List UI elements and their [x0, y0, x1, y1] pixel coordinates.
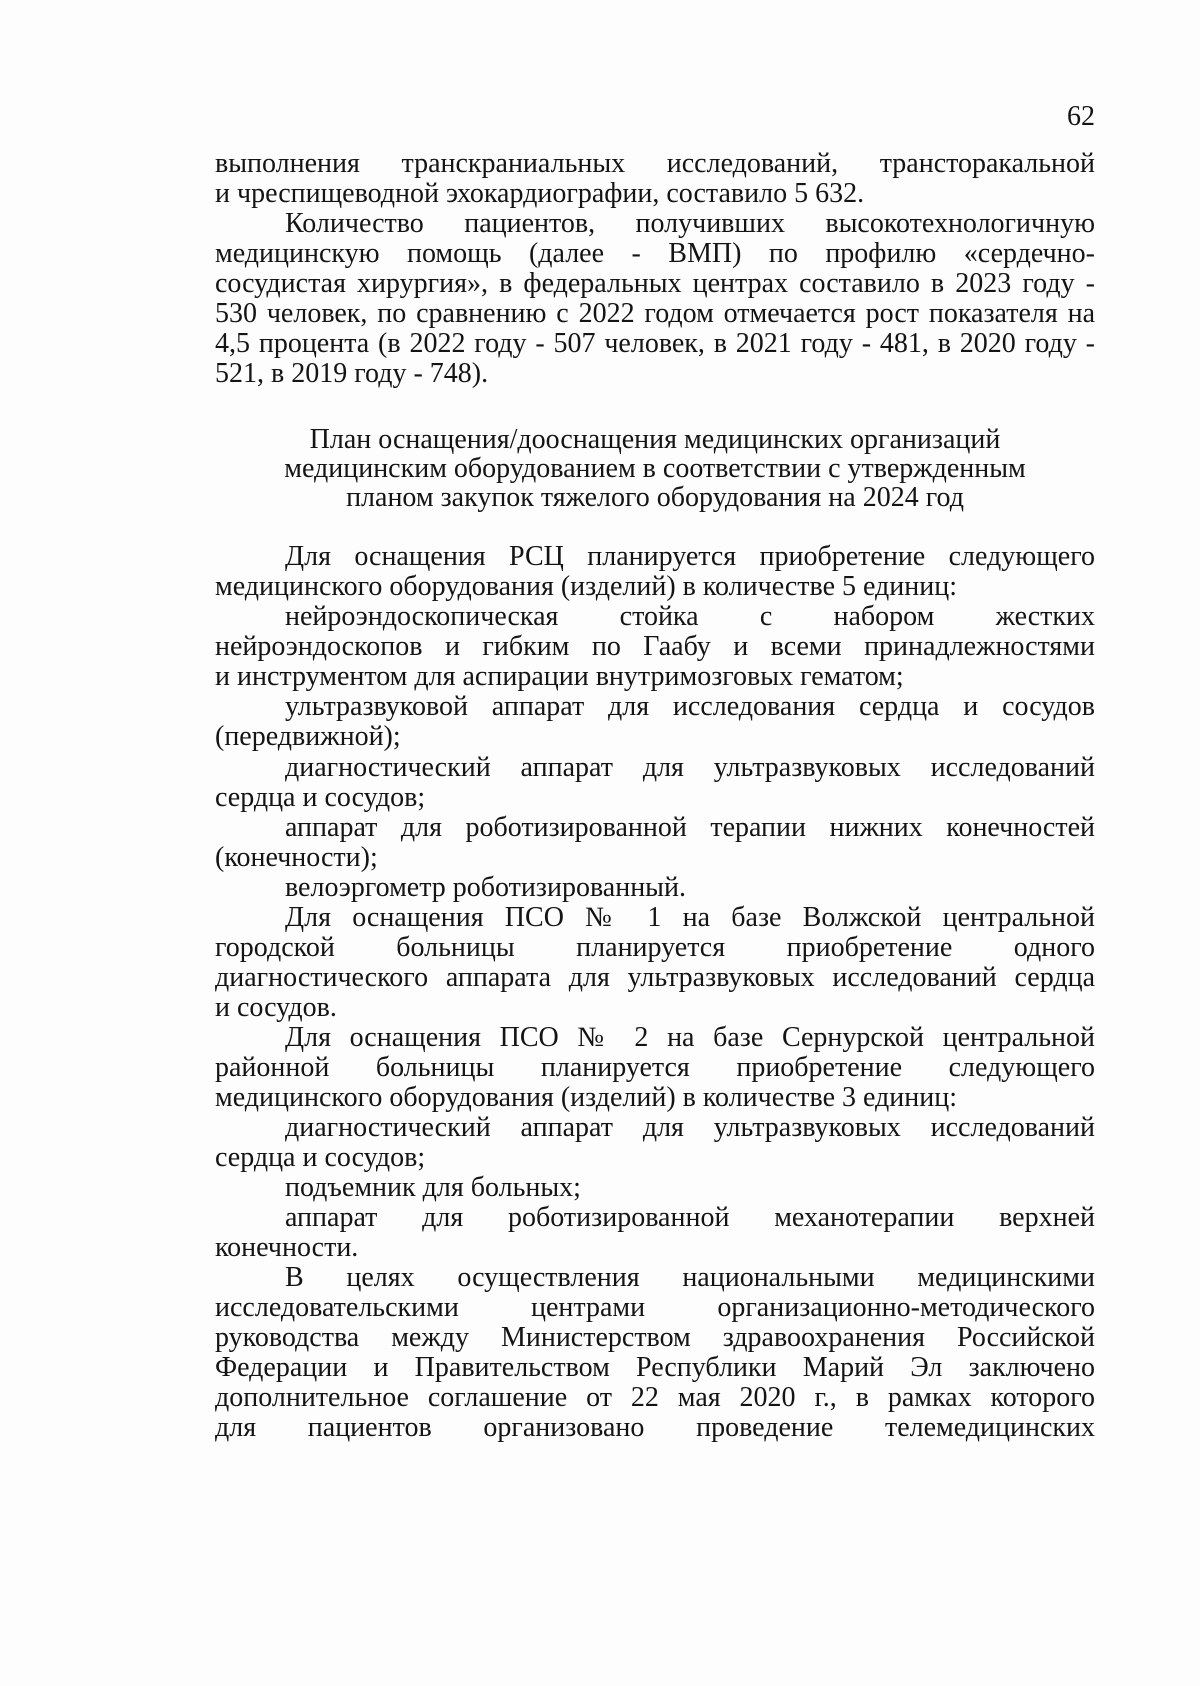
text-line: нейроэндоскопическая стойка с набором жестких [285, 601, 1095, 632]
text-line: конечности. [215, 1232, 359, 1263]
page-number: 62 [1067, 101, 1095, 132]
text-line: Для оснащения ПСО № 2 на базе Сернурской центральной [285, 1022, 1095, 1053]
text-line: нейроэндоскопов и гибким по Гаабу и всеми принадлежностями [215, 631, 1095, 662]
text-line: 530 человек, по сравнению с 2022 годом отмечается рост показателя на [215, 298, 1095, 329]
text-line: медицинского оборудования (изделий) в количестве 3 единиц: [215, 1082, 958, 1113]
text-line: и инструментом для аспирации внутримозговых гематом; [215, 661, 904, 692]
text-line: и чреспищеводной эхокардиографии, составило 5 632. [215, 178, 865, 209]
section-heading-line: планом закупок тяжелого оборудования на 2024 год [346, 482, 964, 513]
text-line: Федерации и Правительством Республики Марий Эл заключено [215, 1352, 1095, 1383]
text-line: выполнения транскраниальных исследований, трансторакальной [215, 148, 1095, 179]
text-line: Для оснащения ПСО № 1 на базе Волжской центральной [285, 902, 1095, 933]
text-line: диагностический аппарат для ультразвуковых исследований [285, 1112, 1095, 1143]
text-line: медицинскую помощь (далее - ВМП) по профилю «сердечно- [215, 238, 1095, 269]
text-line: аппарат для роботизированной механотерапии верхней [285, 1202, 1095, 1233]
text-line: исследовательскими центрами организационно-методического [215, 1292, 1095, 1323]
text-line: и сосудов. [215, 992, 337, 1023]
section-heading-line: План оснащения/дооснащения медицинских организаций [309, 424, 1001, 455]
text-line: руководства между Министерством здравоохранения Российской [215, 1322, 1095, 1353]
text-line: районной больницы планируется приобретение следующего [215, 1052, 1095, 1083]
text-line: сердца и сосудов; [215, 782, 426, 813]
text-line: для пациентов организовано проведение телемедицинских [215, 1412, 1095, 1443]
text-line: (конечности); [215, 842, 378, 873]
text-line: городской больницы планируется приобретение одного [215, 932, 1095, 963]
section-heading-line: медицинским оборудованием в соответствии с утвержденным [284, 453, 1026, 484]
text-line: 521, в 2019 году - 748). [215, 358, 489, 389]
text-line: диагностический аппарат для ультразвуковых исследований [285, 752, 1095, 783]
text-line: сосудистая хирургия», в федеральных центрах составило в 2023 году - [215, 268, 1095, 299]
text-line: дополнительное соглашение от 22 мая 2020 г., в рамках которого [215, 1382, 1095, 1413]
text-line: сердца и сосудов; [215, 1142, 426, 1173]
text-line: подъемник для больных; [285, 1172, 581, 1203]
text-line: В целях осуществления национальными медицинскими [285, 1262, 1095, 1293]
text-line: аппарат для роботизированной терапии нижних конечностей [285, 812, 1095, 843]
text-line: (передвижной); [215, 721, 401, 752]
text-line: Количество пациентов, получивших высокотехнологичную [285, 208, 1095, 239]
text-line: Для оснащения РСЦ планируется приобретение следующего [285, 541, 1095, 572]
text-line: медицинского оборудования (изделий) в количестве 5 единиц: [215, 571, 958, 602]
text-line: ультразвуковой аппарат для исследования сердца и сосудов [285, 691, 1095, 722]
text-line: велоэргометр роботизированный. [285, 872, 686, 903]
text-line: 4,5 процента (в 2022 году - 507 человек, в 2021 году - 481, в 2020 году - [215, 328, 1095, 359]
text-line: диагностического аппарата для ультразвуковых исследований сердца [215, 962, 1095, 993]
